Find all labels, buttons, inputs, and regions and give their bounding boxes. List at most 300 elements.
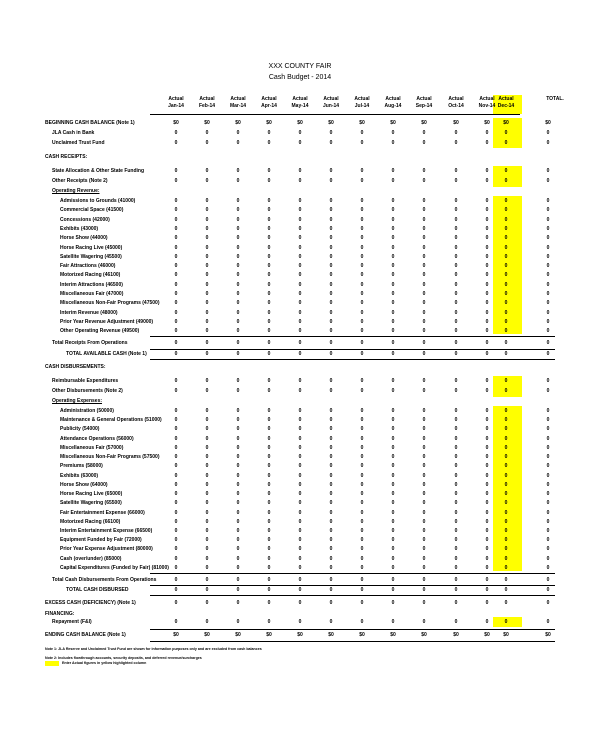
cell-value[interactable]: 0 [360, 546, 364, 553]
cell-value[interactable]: 0 [267, 600, 271, 606]
cell-value[interactable]: 0 [205, 500, 209, 507]
cell-value[interactable]: 0 [485, 426, 489, 433]
cell-value[interactable]: 0 [298, 546, 302, 553]
cell-value[interactable]: $0 [503, 632, 509, 638]
cell-value[interactable]: $0 [453, 632, 459, 638]
cell-value[interactable]: 0 [391, 168, 395, 174]
cell-value[interactable]: 0 [504, 225, 508, 232]
cell-value[interactable]: 0 [504, 207, 508, 214]
cell-value[interactable]: 0 [391, 527, 395, 534]
cell-value[interactable]: 0 [329, 426, 333, 433]
cell-value[interactable]: 0 [360, 235, 364, 242]
cell-value[interactable]: 0 [422, 564, 426, 571]
cell-value[interactable]: 0 [504, 454, 508, 461]
cell-value[interactable]: 0 [298, 564, 302, 571]
cell-value[interactable]: $0 [503, 120, 509, 126]
cell-value[interactable]: 0 [267, 426, 271, 433]
cell-value[interactable]: 0 [422, 537, 426, 544]
cell-value[interactable]: 0 [546, 564, 550, 571]
cell-value[interactable]: 0 [205, 340, 209, 346]
cell-value[interactable]: 0 [485, 509, 489, 516]
cell-value[interactable]: 0 [236, 444, 240, 451]
cell-value[interactable]: 0 [422, 444, 426, 451]
cell-value[interactable]: 0 [485, 491, 489, 498]
cell-value[interactable]: 0 [504, 555, 508, 562]
cell-value[interactable]: 0 [267, 263, 271, 270]
cell-value[interactable]: 0 [360, 281, 364, 288]
cell-value[interactable]: 0 [205, 564, 209, 571]
cell-value[interactable]: 0 [267, 518, 271, 525]
cell-value[interactable]: 0 [454, 225, 458, 232]
cell-value[interactable]: 0 [422, 426, 426, 433]
cell-value[interactable]: 0 [454, 198, 458, 204]
cell-value[interactable]: 0 [329, 198, 333, 204]
cell-value[interactable]: 0 [174, 600, 178, 606]
cell-value[interactable]: 0 [504, 244, 508, 251]
cell-value[interactable]: 0 [360, 444, 364, 451]
cell-value[interactable]: 0 [454, 426, 458, 433]
cell-value[interactable]: 0 [174, 527, 178, 534]
cell-value[interactable]: 0 [504, 509, 508, 516]
cell-value[interactable]: 0 [391, 426, 395, 433]
cell-value[interactable]: 0 [485, 318, 489, 325]
cell-value[interactable]: 0 [485, 454, 489, 461]
cell-value[interactable]: 0 [454, 509, 458, 516]
cell-value[interactable]: 0 [174, 518, 178, 525]
cell-value[interactable]: 0 [391, 253, 395, 260]
cell-value[interactable]: 0 [205, 527, 209, 534]
cell-value[interactable]: 0 [360, 244, 364, 251]
cell-value[interactable]: 0 [391, 378, 395, 384]
cell-value[interactable]: 0 [329, 491, 333, 498]
cell-value[interactable]: 0 [485, 388, 489, 394]
cell-value[interactable]: 0 [546, 263, 550, 270]
cell-value[interactable]: 0 [454, 472, 458, 479]
cell-value[interactable]: 0 [267, 619, 271, 625]
cell-value[interactable]: 0 [546, 318, 550, 325]
cell-value[interactable]: 0 [267, 378, 271, 384]
cell-value[interactable]: 0 [485, 444, 489, 451]
cell-value[interactable]: $0 [545, 632, 551, 638]
cell-value[interactable]: 0 [454, 216, 458, 223]
cell-value[interactable]: 0 [546, 328, 550, 335]
cell-value[interactable]: 0 [360, 291, 364, 297]
cell-value[interactable]: 0 [360, 537, 364, 544]
cell-value[interactable]: 0 [298, 587, 302, 593]
cell-value[interactable]: 0 [391, 435, 395, 442]
cell-value[interactable]: 0 [298, 463, 302, 470]
cell-value[interactable]: 0 [422, 417, 426, 424]
cell-value[interactable]: 0 [391, 408, 395, 414]
cell-value[interactable]: 0 [391, 417, 395, 424]
cell-value[interactable]: 0 [454, 253, 458, 260]
cell-value[interactable]: 0 [236, 318, 240, 325]
cell-value[interactable]: 0 [267, 168, 271, 174]
cell-value[interactable]: 0 [329, 435, 333, 442]
cell-value[interactable]: 0 [298, 619, 302, 625]
cell-value[interactable]: 0 [174, 444, 178, 451]
cell-value[interactable]: 0 [422, 491, 426, 498]
cell-value[interactable]: 0 [391, 587, 395, 593]
cell-value[interactable]: 0 [267, 318, 271, 325]
cell-value[interactable]: 0 [391, 235, 395, 242]
cell-value[interactable]: 0 [546, 216, 550, 223]
cell-value[interactable]: 0 [360, 272, 364, 279]
cell-value[interactable]: 0 [174, 388, 178, 394]
cell-value[interactable]: 0 [546, 225, 550, 232]
cell-value[interactable]: 0 [174, 417, 178, 424]
cell-value[interactable]: 0 [422, 318, 426, 325]
cell-value[interactable]: 0 [236, 509, 240, 516]
cell-value[interactable]: 0 [391, 244, 395, 251]
cell-value[interactable]: 0 [360, 481, 364, 488]
cell-value[interactable]: 0 [360, 388, 364, 394]
cell-value[interactable]: $0 [390, 632, 396, 638]
cell-value[interactable]: 0 [360, 527, 364, 534]
cell-value[interactable]: 0 [422, 500, 426, 507]
cell-value[interactable]: 0 [298, 130, 302, 136]
cell-value[interactable]: 0 [504, 130, 508, 136]
cell-value[interactable]: 0 [174, 555, 178, 562]
cell-value[interactable]: 0 [485, 518, 489, 525]
cell-value[interactable]: 0 [205, 518, 209, 525]
cell-value[interactable]: 0 [205, 207, 209, 214]
cell-value[interactable]: 0 [174, 178, 178, 184]
cell-value[interactable]: 0 [485, 463, 489, 470]
cell-value[interactable]: 0 [329, 472, 333, 479]
cell-value[interactable]: 0 [485, 309, 489, 316]
cell-value[interactable]: 0 [298, 272, 302, 279]
cell-value[interactable]: 0 [454, 619, 458, 625]
cell-value[interactable]: 0 [298, 309, 302, 316]
cell-value[interactable]: 0 [329, 546, 333, 553]
cell-value[interactable]: 0 [174, 564, 178, 571]
cell-value[interactable]: 0 [546, 291, 550, 297]
cell-value[interactable]: 0 [267, 491, 271, 498]
cell-value[interactable]: $0 [328, 632, 334, 638]
cell-value[interactable]: 0 [422, 207, 426, 214]
cell-value[interactable]: 0 [485, 619, 489, 625]
cell-value[interactable]: 0 [298, 340, 302, 346]
cell-value[interactable]: 0 [454, 318, 458, 325]
cell-value[interactable]: 0 [329, 140, 333, 146]
cell-value[interactable]: 0 [391, 463, 395, 470]
cell-value[interactable]: 0 [391, 300, 395, 307]
cell-value[interactable]: 0 [267, 198, 271, 204]
cell-value[interactable]: 0 [391, 472, 395, 479]
cell-value[interactable]: 0 [329, 378, 333, 384]
cell-value[interactable]: 0 [205, 472, 209, 479]
cell-value[interactable]: 0 [174, 291, 178, 297]
cell-value[interactable]: 0 [546, 300, 550, 307]
cell-value[interactable]: 0 [329, 272, 333, 279]
cell-value[interactable]: 0 [174, 619, 178, 625]
cell-value[interactable]: 0 [267, 328, 271, 335]
cell-value[interactable]: 0 [267, 472, 271, 479]
cell-value[interactable]: 0 [546, 600, 550, 606]
cell-value[interactable]: 0 [205, 481, 209, 488]
cell-value[interactable]: 0 [298, 518, 302, 525]
cell-value[interactable]: 0 [485, 587, 489, 593]
cell-value[interactable]: 0 [329, 225, 333, 232]
cell-value[interactable]: 0 [360, 587, 364, 593]
cell-value[interactable]: 0 [504, 537, 508, 544]
cell-value[interactable]: 0 [298, 454, 302, 461]
cell-value[interactable]: 0 [205, 555, 209, 562]
cell-value[interactable]: $0 [359, 120, 365, 126]
cell-value[interactable]: 0 [329, 564, 333, 571]
cell-value[interactable]: 0 [205, 619, 209, 625]
cell-value[interactable]: 0 [485, 328, 489, 335]
cell-value[interactable]: 0 [546, 500, 550, 507]
cell-value[interactable]: 0 [504, 178, 508, 184]
cell-value[interactable]: 0 [236, 207, 240, 214]
cell-value[interactable]: 0 [485, 216, 489, 223]
cell-value[interactable]: 0 [298, 207, 302, 214]
cell-value[interactable]: 0 [360, 225, 364, 232]
cell-value[interactable]: 0 [298, 225, 302, 232]
cell-value[interactable]: 0 [236, 300, 240, 307]
cell-value[interactable]: 0 [454, 600, 458, 606]
cell-value[interactable]: 0 [422, 253, 426, 260]
cell-value[interactable]: 0 [422, 225, 426, 232]
cell-value[interactable]: 0 [360, 300, 364, 307]
cell-value[interactable]: 0 [205, 454, 209, 461]
cell-value[interactable]: 0 [267, 130, 271, 136]
cell-value[interactable]: 0 [298, 253, 302, 260]
cell-value[interactable]: 0 [236, 281, 240, 288]
cell-value[interactable]: 0 [174, 340, 178, 346]
cell-value[interactable]: 0 [205, 253, 209, 260]
cell-value[interactable]: 0 [422, 291, 426, 297]
cell-value[interactable]: 0 [454, 235, 458, 242]
cell-value[interactable]: 0 [298, 577, 302, 583]
cell-value[interactable]: 0 [391, 318, 395, 325]
cell-value[interactable]: 0 [236, 225, 240, 232]
cell-value[interactable]: 0 [360, 577, 364, 583]
cell-value[interactable]: 0 [174, 378, 178, 384]
cell-value[interactable]: 0 [391, 546, 395, 553]
cell-value[interactable]: 0 [422, 378, 426, 384]
cell-value[interactable]: 0 [391, 509, 395, 516]
cell-value[interactable]: 0 [267, 281, 271, 288]
cell-value[interactable]: 0 [174, 168, 178, 174]
cell-value[interactable]: 0 [267, 244, 271, 251]
cell-value[interactable]: 0 [504, 500, 508, 507]
cell-value[interactable]: 0 [298, 500, 302, 507]
cell-value[interactable]: 0 [205, 509, 209, 516]
cell-value[interactable]: 0 [504, 263, 508, 270]
cell-value[interactable]: 0 [422, 340, 426, 346]
cell-value[interactable]: 0 [298, 444, 302, 451]
cell-value[interactable]: 0 [485, 378, 489, 384]
cell-value[interactable]: 0 [174, 537, 178, 544]
cell-value[interactable]: 0 [454, 309, 458, 316]
cell-value[interactable]: 0 [267, 527, 271, 534]
cell-value[interactable]: 0 [504, 318, 508, 325]
cell-value[interactable]: 0 [360, 168, 364, 174]
cell-value[interactable]: 0 [236, 518, 240, 525]
cell-value[interactable]: 0 [236, 417, 240, 424]
cell-value[interactable]: 0 [360, 253, 364, 260]
cell-value[interactable]: 0 [391, 263, 395, 270]
cell-value[interactable]: 0 [504, 309, 508, 316]
cell-value[interactable]: 0 [485, 472, 489, 479]
cell-value[interactable]: 0 [329, 130, 333, 136]
cell-value[interactable]: 0 [485, 600, 489, 606]
cell-value[interactable]: 0 [485, 168, 489, 174]
cell-value[interactable]: 0 [391, 291, 395, 297]
cell-value[interactable]: 0 [422, 388, 426, 394]
cell-value[interactable]: 0 [205, 235, 209, 242]
cell-value[interactable]: 0 [360, 435, 364, 442]
cell-value[interactable]: 0 [174, 491, 178, 498]
cell-value[interactable]: 0 [391, 444, 395, 451]
cell-value[interactable]: 0 [329, 444, 333, 451]
cell-value[interactable]: 0 [236, 130, 240, 136]
cell-value[interactable]: 0 [485, 235, 489, 242]
cell-value[interactable]: 0 [422, 309, 426, 316]
cell-value[interactable]: 0 [485, 300, 489, 307]
cell-value[interactable]: 0 [267, 291, 271, 297]
cell-value[interactable]: 0 [454, 340, 458, 346]
cell-value[interactable]: 0 [329, 328, 333, 335]
cell-value[interactable]: 0 [454, 140, 458, 146]
cell-value[interactable]: 0 [298, 168, 302, 174]
cell-value[interactable]: 0 [174, 300, 178, 307]
cell-value[interactable]: 0 [329, 291, 333, 297]
cell-value[interactable]: 0 [422, 216, 426, 223]
cell-value[interactable]: 0 [329, 518, 333, 525]
cell-value[interactable]: 0 [236, 168, 240, 174]
cell-value[interactable]: 0 [422, 281, 426, 288]
cell-value[interactable]: 0 [236, 500, 240, 507]
cell-value[interactable]: 0 [546, 253, 550, 260]
cell-value[interactable]: 0 [174, 318, 178, 325]
cell-value[interactable]: 0 [205, 491, 209, 498]
cell-value[interactable]: 0 [391, 351, 395, 357]
cell-value[interactable]: 0 [485, 527, 489, 534]
cell-value[interactable]: 0 [504, 472, 508, 479]
cell-value[interactable]: 0 [360, 491, 364, 498]
cell-value[interactable]: 0 [391, 340, 395, 346]
cell-value[interactable]: 0 [391, 140, 395, 146]
cell-value[interactable]: 0 [485, 500, 489, 507]
cell-value[interactable]: 0 [546, 168, 550, 174]
cell-value[interactable]: 0 [174, 509, 178, 516]
cell-value[interactable]: 0 [205, 577, 209, 583]
cell-value[interactable]: 0 [174, 463, 178, 470]
cell-value[interactable]: 0 [329, 481, 333, 488]
cell-value[interactable]: 0 [391, 518, 395, 525]
cell-value[interactable]: 0 [298, 263, 302, 270]
cell-value[interactable]: 0 [236, 491, 240, 498]
cell-value[interactable]: 0 [205, 537, 209, 544]
cell-value[interactable]: 0 [236, 537, 240, 544]
cell-value[interactable]: 0 [236, 272, 240, 279]
cell-value[interactable]: 0 [504, 481, 508, 488]
cell-value[interactable]: 0 [422, 454, 426, 461]
cell-value[interactable]: 0 [205, 244, 209, 251]
cell-value[interactable]: 0 [360, 408, 364, 414]
cell-value[interactable]: 0 [504, 168, 508, 174]
cell-value[interactable]: 0 [267, 235, 271, 242]
cell-value[interactable]: 0 [546, 555, 550, 562]
cell-value[interactable]: 0 [391, 600, 395, 606]
cell-value[interactable]: 0 [267, 351, 271, 357]
cell-value[interactable]: 0 [236, 426, 240, 433]
cell-value[interactable]: 0 [485, 537, 489, 544]
cell-value[interactable]: 0 [267, 140, 271, 146]
cell-value[interactable]: 0 [504, 272, 508, 279]
cell-value[interactable]: 0 [546, 340, 550, 346]
cell-value[interactable]: 0 [454, 444, 458, 451]
cell-value[interactable]: 0 [546, 426, 550, 433]
cell-value[interactable]: 0 [504, 300, 508, 307]
cell-value[interactable]: 0 [329, 178, 333, 184]
cell-value[interactable]: 0 [454, 564, 458, 571]
cell-value[interactable]: 0 [422, 351, 426, 357]
cell-value[interactable]: 0 [174, 140, 178, 146]
cell-value[interactable]: 0 [422, 168, 426, 174]
cell-value[interactable]: 0 [391, 481, 395, 488]
cell-value[interactable]: 0 [205, 140, 209, 146]
cell-value[interactable]: $0 [204, 120, 210, 126]
cell-value[interactable]: 0 [267, 537, 271, 544]
cell-value[interactable]: 0 [546, 207, 550, 214]
cell-value[interactable]: 0 [360, 140, 364, 146]
cell-value[interactable]: 0 [267, 564, 271, 571]
cell-value[interactable]: 0 [546, 408, 550, 414]
cell-value[interactable]: 0 [360, 463, 364, 470]
cell-value[interactable]: 0 [329, 235, 333, 242]
cell-value[interactable]: 0 [329, 388, 333, 394]
cell-value[interactable]: 0 [485, 140, 489, 146]
cell-value[interactable]: 0 [391, 225, 395, 232]
cell-value[interactable]: 0 [504, 378, 508, 384]
cell-value[interactable]: 0 [298, 216, 302, 223]
cell-value[interactable]: 0 [267, 300, 271, 307]
cell-value[interactable]: 0 [485, 272, 489, 279]
cell-value[interactable]: 0 [546, 463, 550, 470]
cell-value[interactable]: 0 [205, 178, 209, 184]
cell-value[interactable]: 0 [360, 378, 364, 384]
cell-value[interactable]: 0 [391, 309, 395, 316]
cell-value[interactable]: 0 [485, 340, 489, 346]
cell-value[interactable]: 0 [329, 207, 333, 214]
cell-value[interactable]: 0 [546, 198, 550, 204]
cell-value[interactable]: 0 [504, 351, 508, 357]
cell-value[interactable]: 0 [485, 281, 489, 288]
cell-value[interactable]: 0 [422, 263, 426, 270]
cell-value[interactable]: 0 [174, 130, 178, 136]
cell-value[interactable]: 0 [454, 587, 458, 593]
cell-value[interactable]: 0 [329, 281, 333, 288]
cell-value[interactable]: 0 [485, 130, 489, 136]
cell-value[interactable]: 0 [546, 472, 550, 479]
cell-value[interactable]: 0 [422, 130, 426, 136]
cell-value[interactable]: 0 [504, 328, 508, 335]
cell-value[interactable]: 0 [205, 272, 209, 279]
cell-value[interactable]: 0 [236, 216, 240, 223]
cell-value[interactable]: 0 [485, 546, 489, 553]
cell-value[interactable]: 0 [504, 216, 508, 223]
cell-value[interactable]: 0 [205, 426, 209, 433]
cell-value[interactable]: 0 [236, 178, 240, 184]
cell-value[interactable]: 0 [422, 244, 426, 251]
cell-value[interactable]: 0 [174, 408, 178, 414]
cell-value[interactable]: 0 [454, 481, 458, 488]
